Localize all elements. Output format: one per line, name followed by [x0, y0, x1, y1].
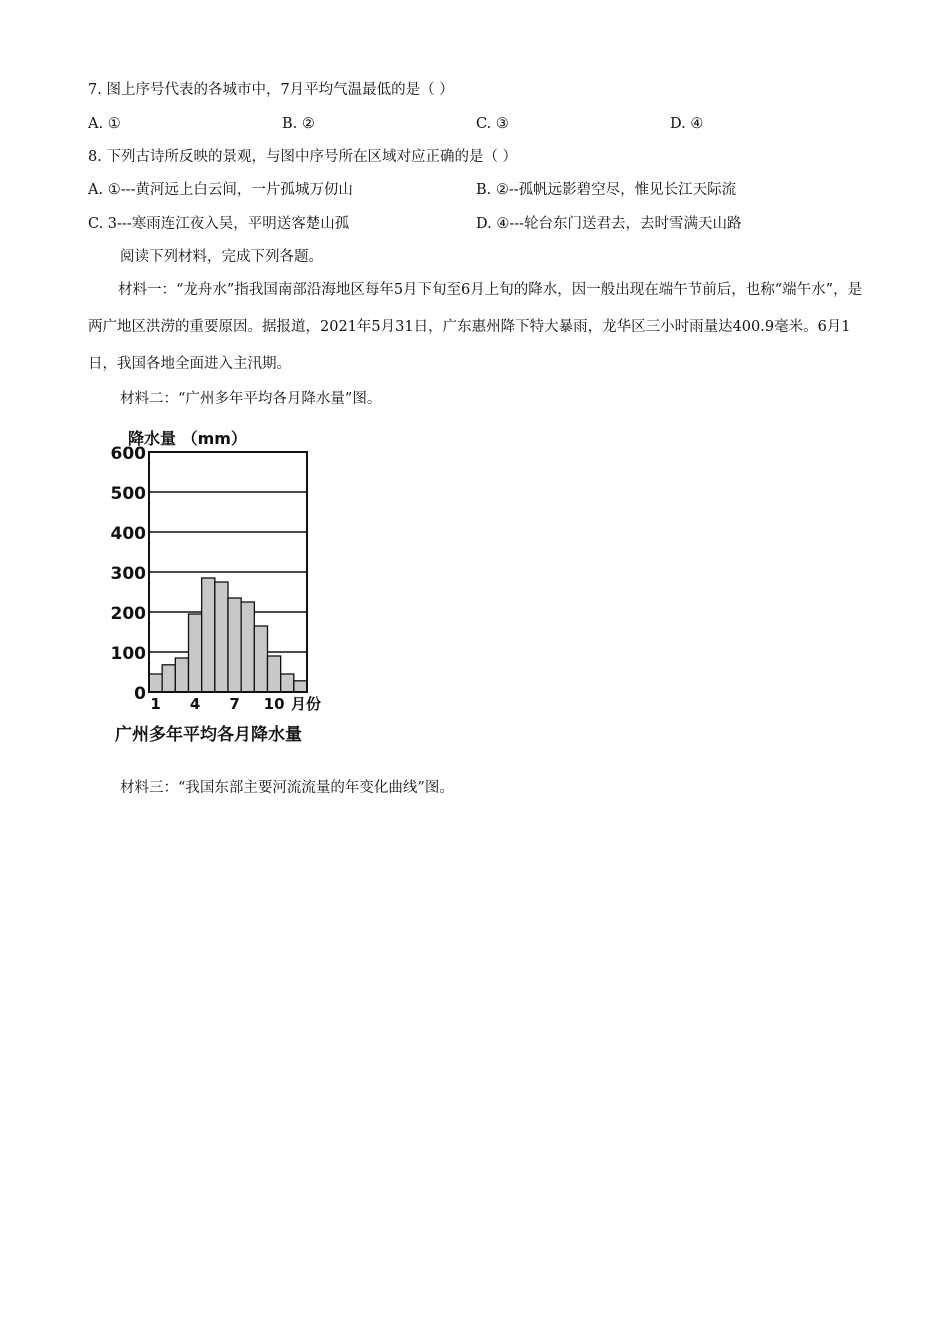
q7-option-c: C. ③: [476, 116, 509, 132]
reading-instruction: 阅读下列材料，完成下列各题。: [120, 249, 323, 265]
y-tick-label-600: 600: [110, 444, 146, 464]
q7-option-b: B. ②: [282, 116, 315, 132]
material-1-text: 材料一：“龙舟水”指我国南部沿海地区每年5月下旬至6月上旬的降水，因一般出现在端午节前后，也称“端午水”，是两广地区洪涝的重要原因。据报道，2021年5月31日，广东惠州降下特大暴雨，龙华区三小时雨量达400.9毫米。6月1日，我国各地全面进入主汛期。: [88, 282, 863, 372]
y-tick-label-300: 300: [110, 564, 146, 584]
q7-option-a: A. ①: [88, 116, 121, 132]
chart-y-axis-title: 降水量 （mm）: [128, 429, 247, 448]
q8-option-c: C. 3---寒雨连江夜入吴，平明送客楚山孤: [88, 216, 350, 232]
bar-month-10: [268, 656, 281, 692]
chart-x-axis-title: 月份: [291, 695, 322, 713]
bar-month-1: [149, 674, 162, 692]
y-tick-label-400: 400: [110, 524, 146, 544]
material-3-caption: 材料三：“我国东部主要河流流量的年变化曲线”图。: [120, 780, 454, 796]
question-7-stem: 7. 图上序号代表的各城市中，7月平均气温最低的是（ ）: [88, 82, 454, 98]
bar-month-7: [228, 598, 241, 692]
precipitation-chart: [108, 420, 348, 750]
bar-month-12: [294, 681, 307, 692]
precipitation-chart-svg: [108, 420, 348, 750]
bar-month-4: [189, 614, 202, 692]
q8-option-d: D. ④---轮台东门送君去，去时雪满天山路: [476, 216, 742, 232]
bar-month-11: [281, 674, 294, 692]
x-tick-label-1: 1: [150, 695, 161, 713]
y-tick-label-500: 500: [110, 484, 146, 504]
q8-option-b: B. ②--孤帆远影碧空尽，惟见长江天际流: [476, 182, 737, 198]
bar-month-9: [254, 626, 267, 692]
material-2-caption: 材料二：“广州多年平均各月降水量”图。: [120, 391, 382, 407]
bar-month-2: [162, 665, 175, 692]
question-8-stem: 8. 下列古诗所反映的景观，与图中序号所在区域对应正确的是（ ）: [88, 149, 518, 165]
y-tick-label-200: 200: [110, 604, 146, 624]
bar-month-5: [202, 578, 215, 692]
bar-month-3: [175, 658, 188, 692]
x-tick-label-10: 10: [263, 695, 285, 713]
x-tick-label-4: 4: [189, 695, 201, 713]
bar-month-6: [215, 582, 228, 692]
y-tick-label-0: 0: [134, 684, 146, 704]
bar-month-8: [241, 602, 254, 692]
material-1-paragraph: [88, 272, 868, 383]
chart-title: 广州多年平均各月降水量: [115, 725, 302, 745]
y-tick-label-100: 100: [110, 644, 146, 664]
q8-option-a: A. ①---黄河远上白云间，一片孤城万仞山: [88, 182, 353, 198]
q7-option-d: D. ④: [670, 116, 704, 132]
x-tick-label-7: 7: [229, 695, 240, 713]
